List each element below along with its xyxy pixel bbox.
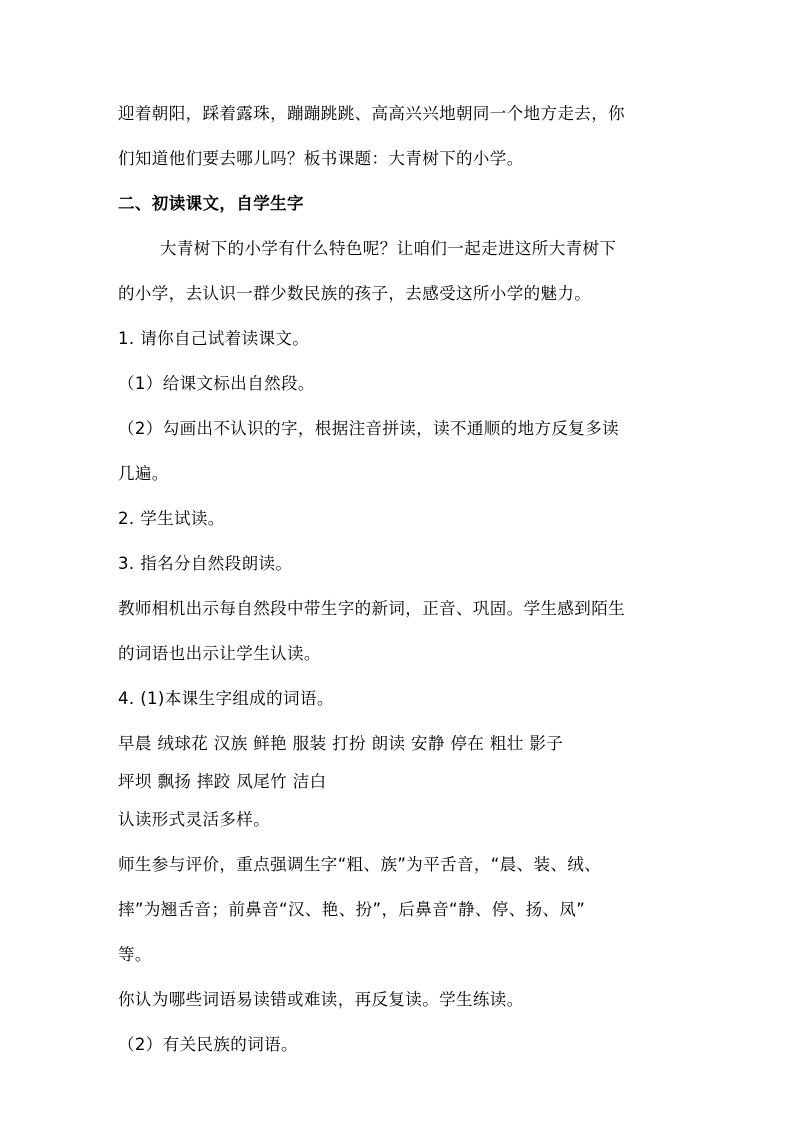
paragraph-line-7: 认读形式灵活多样。 [118, 810, 271, 829]
paragraph-line-2: 们知道他们要去哪儿吗？板书课题：大青树下的小学。 [118, 149, 524, 168]
paragraph-line-1: 迎着朝阳，踩着露珠，蹦蹦跳跳、高高兴兴地朝同一个地方走去，你 [118, 104, 625, 123]
paragraph-line-9: 摔”为翘舌音；前鼻音“汉、艳、扮”，后鼻音“静、停、扬、凤” [118, 900, 586, 919]
list-subitem-1: （1）给课文标出自然段。 [118, 374, 315, 393]
list-subitem-3: （2）有关民族的词语。 [118, 1035, 298, 1054]
paragraph-line-6: 的词语也出示让学生认读。 [118, 644, 321, 663]
paragraph-line-8: 师生参与评价，重点强调生字“粗、族”为平舌音，“晨、装、绒、 [118, 855, 602, 874]
document-page [118, 104, 688, 1080]
paragraph-line-4: 的小学，去认识一群少数民族的孩子，去感受这所小学的魅力。 [118, 284, 592, 303]
list-item-4: 4. (1)本课生字组成的词语。 [118, 689, 334, 708]
list-item-3: 3. 指名分自然段朗读。 [118, 554, 293, 573]
word-list-line-1: 早晨 绒球花 汉族 鲜艳 服装 打扮 朗读 安静 停在 粗壮 影子 [118, 734, 564, 753]
paragraph-line-11: 你认为哪些词语易读错或难读，再反复读。学生练读。 [118, 990, 524, 1009]
list-subitem-2-cont: 几遍。 [118, 464, 169, 483]
paragraph-line-10: 等。 [118, 945, 152, 964]
paragraph-line-3: 大青树下的小学有什么特色呢？让咱们一起走进这所大青树下 [160, 239, 617, 258]
list-item-1: 1. 请你自己试着读课文。 [118, 329, 310, 348]
list-subitem-2: （2）勾画出不认识的字，根据注音拼读，读不通顺的地方反复多读 [118, 419, 619, 438]
word-list-line-2: 坪坝 飘扬 摔跤 凤尾竹 洁白 [118, 772, 327, 791]
list-item-2: 2. 学生试读。 [118, 509, 225, 528]
section-heading: 二、初读课文，自学生字 [118, 194, 304, 213]
paragraph-line-5: 教师相机出示每自然段中带生字的新词，正音、巩固。学生感到陌生 [118, 599, 625, 618]
